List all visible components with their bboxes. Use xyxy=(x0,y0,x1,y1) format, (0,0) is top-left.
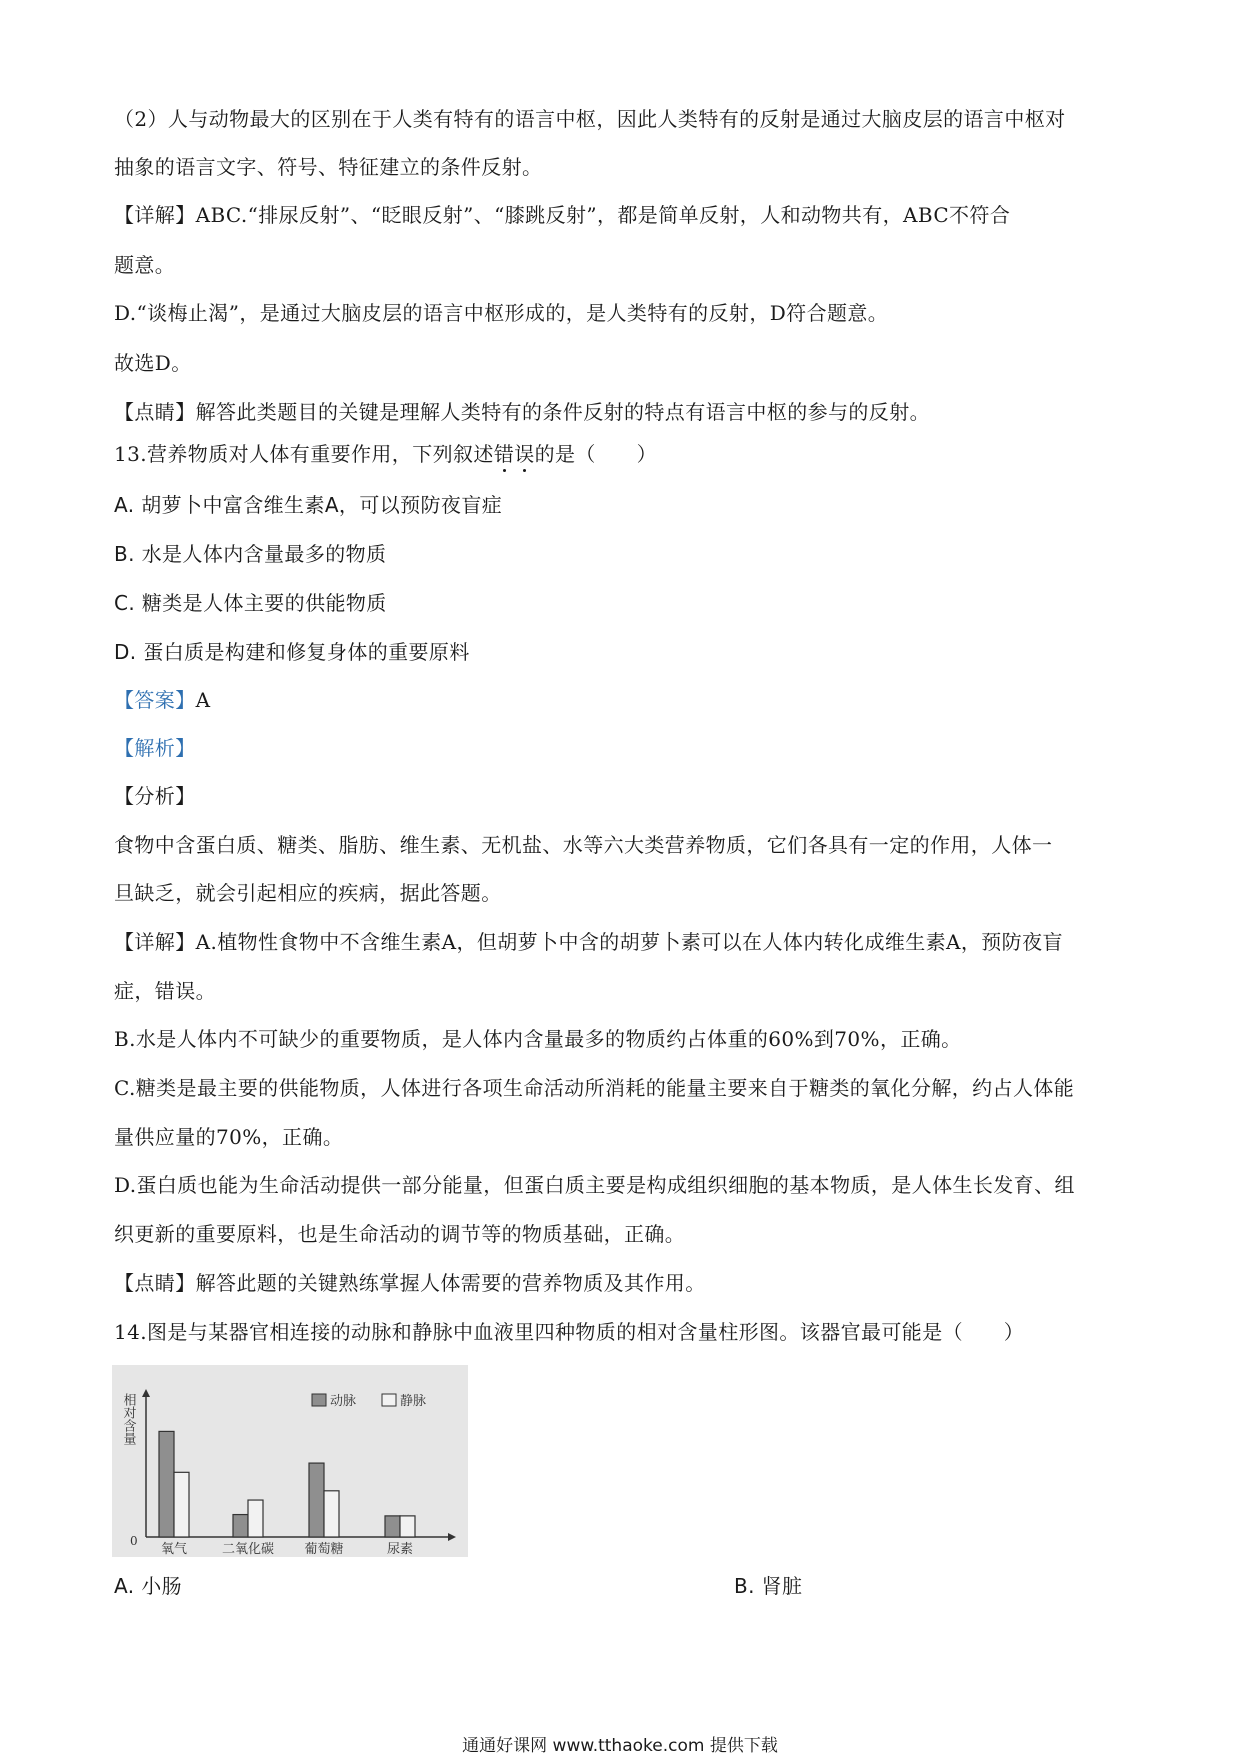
legend-swatch-artery xyxy=(312,1394,326,1406)
bar-artery-0 xyxy=(159,1431,174,1537)
paragraph-line: 【点睛】解答此题的关键熟练掌握人体需要的营养物质及其作用。 xyxy=(114,1271,706,1295)
legend-label-artery: 动脉 xyxy=(330,1394,357,1409)
paragraph-line: 【详解】A.植物性食物中不含维生素A，但胡萝卜中含的胡萝卜素可以在人体内转化成维生素A，预防夜盲 xyxy=(114,930,1063,954)
x-tick-label: 二氧化碳 xyxy=(221,1542,275,1557)
origin-label: 0 xyxy=(130,1534,138,1548)
paragraph-line: 旦缺乏，就会引起相应的疾病，据此答题。 xyxy=(114,881,502,905)
option-a-text: A. 小肠 xyxy=(114,1574,183,1598)
paragraph-line: 症，错误。 xyxy=(114,979,216,1003)
emphasis-char: 误 xyxy=(514,442,535,466)
paragraph-line: 抽象的语言文字、符号、特征建立的条件反射。 xyxy=(114,155,543,179)
bar-artery-1 xyxy=(233,1515,248,1537)
paragraph-line: D.蛋白质也能为生命活动提供一部分能量，但蛋白质主要是构成组织细胞的基本物质，是人体生长发育、组 xyxy=(114,1173,1075,1197)
y-axis-arrow xyxy=(142,1389,150,1397)
option-b: B. 肾脏 xyxy=(734,1574,803,1598)
paragraph-line: 【详解】ABC.“排尿反射”、“眨眼反射”、“膝跳反射”，都是简单反射，人和动物共有，ABC不符合 xyxy=(114,203,1011,227)
x-tick-label: 葡萄糖 xyxy=(304,1542,344,1557)
bar-vein-2 xyxy=(324,1491,339,1537)
emphasis-char: 错 xyxy=(493,442,515,466)
page-footer: 通通好课网 www.tthaoke.com 提供下载 xyxy=(462,1736,778,1756)
paragraph-line: D.“谈梅止渴”，是通过大脑皮层的语言中枢形成的，是人类特有的反射，D符合题意。 xyxy=(114,301,889,325)
bar-chart xyxy=(112,1365,468,1557)
paragraph-line: B.水是人体内不可缺少的重要物质，是人体内含量最多的物质约占体重的60%到70%，正确。 xyxy=(114,1027,962,1051)
paragraph-line: 题意。 xyxy=(114,253,176,277)
paragraph-line: C.糖类是最主要的供能物质，人体进行各项生命活动所消耗的能量主要来自于糖类的氧化分解，约占人体能 xyxy=(114,1076,1075,1100)
legend-label-vein: 静脉 xyxy=(400,1394,427,1409)
legend-swatch-vein xyxy=(382,1394,396,1406)
paragraph-line: 故选D。 xyxy=(114,351,192,375)
y-axis-label: 相对含量 xyxy=(120,1393,136,1445)
paragraph-line: 【点睛】解答此类题目的关键是理解人类特有的条件反射的特点有语言中枢的参与的反射。 xyxy=(114,400,930,424)
stem-text: 13.营养物质对人体有重要作用，下列叙述 xyxy=(114,442,494,466)
analysis-label: 【解析】 xyxy=(114,736,196,760)
x-tick-labels xyxy=(161,1541,413,1557)
stem-text: 的是（ ） xyxy=(534,442,658,466)
paragraph-line: 食物中含蛋白质、糖类、脂肪、维生素、无机盐、水等六大类营养物质，它们各具有一定的作用，人体一 xyxy=(114,833,1053,857)
paragraph-line: 织更新的重要原料，也是生命活动的调节等的物质基础，正确。 xyxy=(114,1222,686,1246)
bars xyxy=(159,1431,415,1537)
bar-artery-2 xyxy=(309,1463,324,1537)
paragraph-line: （2）人与动物最大的区别在于人类有特有的语言中枢，因此人类特有的反射是通过大脑皮层的语言中枢对 xyxy=(114,107,1066,131)
x-axis-arrow xyxy=(448,1533,456,1541)
question-13-stem xyxy=(114,439,1130,469)
option-b: B. 水是人体内含量最多的物质 xyxy=(114,542,387,566)
option-d: D. 蛋白质是构建和修复身体的重要原料 xyxy=(114,640,470,664)
x-tick-label: 氧气 xyxy=(160,1542,188,1557)
x-tick-label: 尿素 xyxy=(386,1542,414,1557)
chart-legend xyxy=(312,1393,426,1409)
bar-vein-0 xyxy=(174,1472,189,1537)
answer-value: A xyxy=(195,688,211,712)
option-a xyxy=(114,1571,1130,1601)
option-a: A. 胡萝卜中富含维生素A，可以预防夜盲症 xyxy=(114,493,503,517)
fenxi-label: 【分析】 xyxy=(114,784,196,808)
bar-artery-3 xyxy=(385,1516,400,1537)
answer-label: 【答案】 xyxy=(114,688,196,712)
bar-vein-3 xyxy=(400,1516,415,1537)
option-c: C. 糖类是人体主要的供能物质 xyxy=(114,591,387,615)
bar-chart-svg xyxy=(112,1365,468,1557)
answer-line xyxy=(114,685,1130,715)
paragraph-line: 量供应量的70%，正确。 xyxy=(114,1125,344,1149)
bar-vein-1 xyxy=(248,1500,263,1537)
question-14-stem: 14.图是与某器官相连接的动脉和静脉中血液里四种物质的相对含量柱形图。该器官最可能是（ ） xyxy=(114,1320,1025,1344)
